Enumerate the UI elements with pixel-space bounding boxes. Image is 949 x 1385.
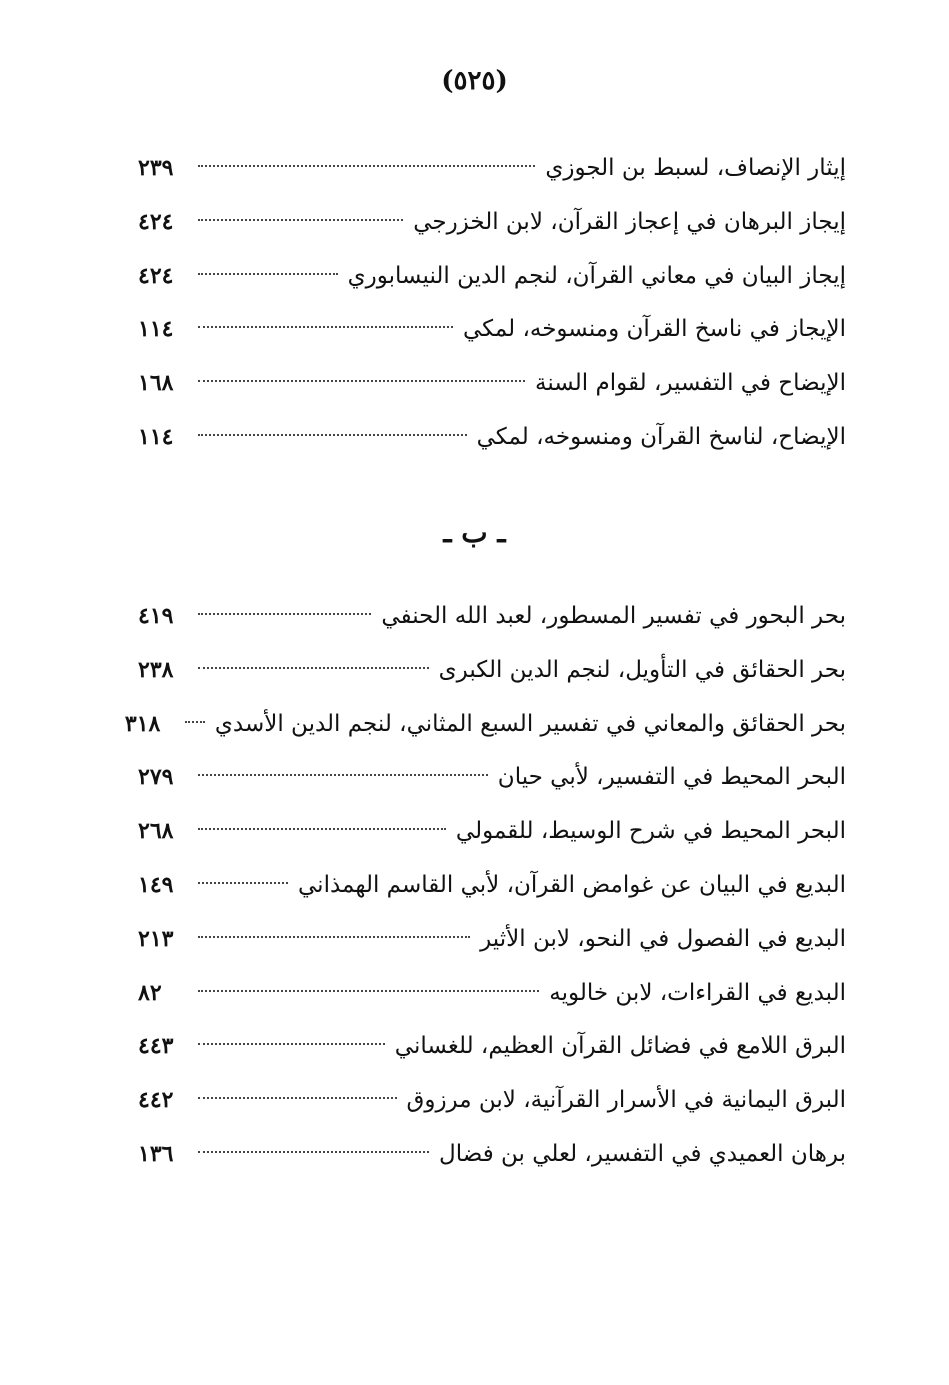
entry-title: البرق اللامع في فضائل القرآن العظيم، للغساني: [394, 1033, 846, 1060]
page-number: (٥٢٥): [441, 66, 508, 96]
dot-leader: [198, 1151, 429, 1153]
index-entry: [138, 411, 846, 465]
index-entry: [138, 805, 846, 859]
index-entry: [138, 644, 846, 698]
entry-page-number: ٤١٩: [138, 603, 174, 629]
entry-page-number: ٢١٣: [138, 925, 174, 952]
index-entry: [138, 250, 846, 304]
index-list-alif: [138, 142, 846, 465]
index-entry: [138, 196, 846, 250]
index-entry: [138, 859, 846, 913]
dot-leader: [198, 990, 539, 992]
entry-title: بحر الحقائق والمعاني في تفسير السبع المثاني، لنجم الدين الأسدي: [214, 710, 846, 737]
entry-title: إيثار الإنصاف، لسبط بن الجوزي: [545, 155, 846, 181]
dot-leader: [198, 1043, 385, 1045]
entry-page-number: ١٣٦: [138, 1140, 174, 1167]
entry-title: البديع في الفصول في النحو، لابن الأثير: [480, 925, 846, 952]
entry-page-number: ٤٤٣: [138, 1033, 174, 1060]
dot-leader: [198, 380, 525, 382]
entry-title: الإيضاح، لناسخ القرآن ومنسوخه، لمكي: [476, 423, 846, 450]
entry-title: بحر البحور في تفسير المسطور، لعبد الله الحنفي: [381, 603, 846, 629]
entry-title: البحر المحيط في التفسير، لأبي حيان: [497, 764, 846, 791]
entry-page-number: ١٦٨: [138, 370, 174, 397]
entry-page-number: ٨٢: [138, 979, 162, 1006]
section-header-ba: ـ ب ـ: [443, 516, 506, 549]
dot-leader: [198, 774, 488, 776]
entry-page-number: ٢٦٨: [138, 818, 174, 845]
entry-title: إيجاز البيان في معاني القرآن، لنجم الدين النيسابوري: [347, 262, 846, 289]
dot-leader: [198, 613, 371, 615]
entry-page-number: ٢٣٩: [138, 155, 174, 181]
entry-page-number: ٤٤٢: [138, 1087, 174, 1114]
dot-leader: [198, 1097, 397, 1099]
entry-page-number: ١١٤: [138, 316, 174, 343]
dot-leader: [198, 667, 429, 669]
entry-title: البحر المحيط في شرح الوسيط، للقمولي: [455, 818, 846, 845]
entry-title: بحر الحقائق في التأويل، لنجم الدين الكبرى: [438, 656, 846, 683]
index-list-ba: [124, 590, 846, 1182]
entry-page-number: ٢٣٨: [138, 656, 174, 683]
index-entry: [138, 357, 846, 411]
entry-title: البديع في البيان عن غوامض القرآن، لأبي القاسم الهمذاني: [298, 871, 846, 898]
index-entry: [138, 142, 846, 196]
dot-leader: [198, 434, 467, 436]
entry-page-number: ٢٧٩: [138, 764, 174, 791]
index-entry: [138, 590, 846, 644]
index-entry: [138, 1074, 846, 1128]
entry-page-number: ٤٢٤: [138, 208, 174, 235]
index-entry: [138, 913, 846, 967]
dot-leader: [198, 326, 453, 328]
index-entry: [124, 698, 846, 752]
dot-leader: [198, 219, 403, 221]
dot-leader: [198, 828, 446, 830]
index-entry: [138, 1020, 846, 1074]
dot-leader: [185, 721, 205, 723]
index-entry: [138, 303, 846, 357]
entry-title: إيجاز البرهان في إعجاز القرآن، لابن الخزرجي: [413, 208, 846, 235]
index-entry: [138, 967, 846, 1021]
dot-leader: [198, 936, 470, 938]
entry-title: الإيجاز في ناسخ القرآن ومنسوخه، لمكي: [462, 316, 846, 343]
dot-leader: [198, 882, 288, 884]
entry-page-number: ١٤٩: [138, 871, 174, 898]
entry-title: الإيضاح في التفسير، لقوام السنة: [534, 370, 846, 397]
dot-leader: [198, 273, 338, 275]
entry-title: برهان العميدي في التفسير، لعلي بن فضال: [439, 1140, 846, 1167]
entry-page-number: ٤٢٤: [138, 262, 174, 289]
entry-page-number: ٣١٨: [124, 710, 161, 737]
entry-page-number: ١١٤: [138, 423, 174, 450]
index-entry: [138, 751, 846, 805]
entry-title: البديع في القراءات، لابن خالويه: [549, 979, 846, 1006]
index-entry: [138, 1128, 846, 1182]
entry-title: البرق اليمانية في الأسرار القرآنية، لابن مرزوق: [406, 1087, 846, 1114]
dot-leader: [198, 165, 535, 167]
